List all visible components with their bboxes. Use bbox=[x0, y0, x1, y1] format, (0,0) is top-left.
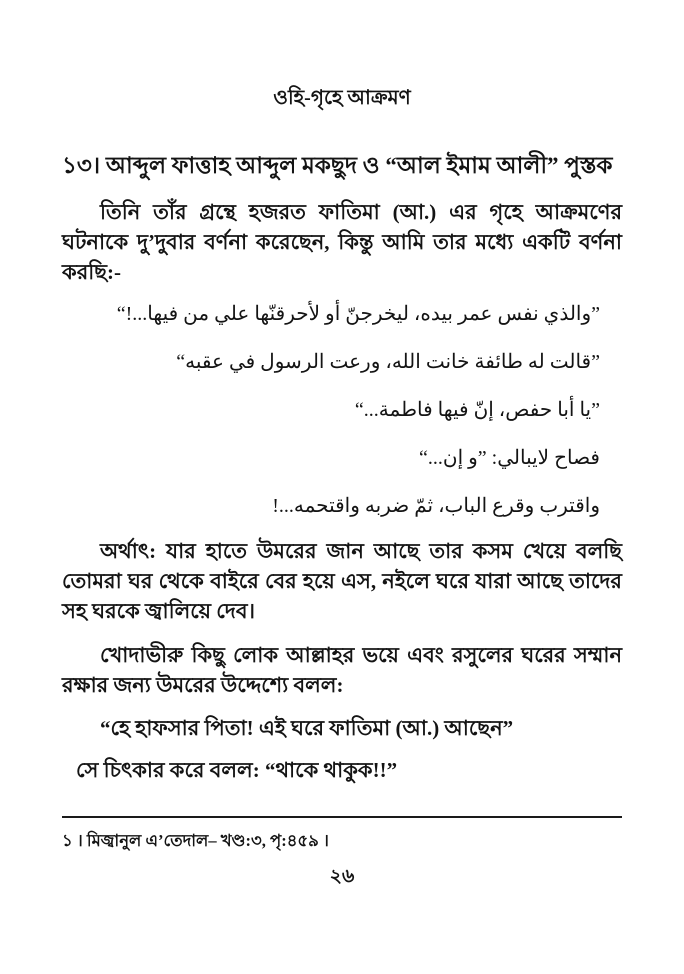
reaction-paragraph: খোদাভীরু কিছু লোক আল্লাহর ভয়ে এবং রসুলের ঘরের সম্মান রক্ষার জন্য উমরের উদ্দেশ্যে বলল: bbox=[62, 642, 622, 697]
intro-paragraph: তিনি তাঁর গ্রন্থে হজরত ফাতিমা (আ.) এর গৃহে আক্রমণের ঘটনাকে দু’দুবার বর্ণনা করেছেন, কিন্তু আমি তার মধ্যে একটি বর্ণনা করছি:- bbox=[62, 199, 622, 284]
section-heading: ১৩। আব্দুল ফাত্তাহ আব্দুল মকছুদ ও “আল ইমাম আলী” পুস্তক bbox=[62, 153, 613, 178]
people-quote-line: “হে হাফসার পিতা! এই ঘরে ফাতিমা (আ.) আছেন” bbox=[100, 716, 514, 741]
footnote-divider bbox=[62, 816, 622, 818]
page-number: ২৬ bbox=[329, 866, 355, 888]
translation-paragraph: অর্থাৎ: যার হাতে উমরের জান আছে তার কসম খেয়ে বলছি তোমরা ঘর থেকে বাইরে বের হয়ে এস, নইলে ঘরে যারা আছে তাদের সহ ঘরকে জ্বালিয়ে দেব। bbox=[62, 539, 622, 624]
umar-quote-line: সে চিৎকার করে বলল: “থাকে থাকুক!!” bbox=[76, 758, 398, 783]
footnote-text: ১ । মিজ্বানুল এ’তেদাল– খণ্ড:৩, পৃ:৪৫৯ । bbox=[62, 831, 329, 851]
arabic-quote-line-2: ”قالت له طائفة خانت الله، ورعت الرسول في عقبه“ bbox=[176, 351, 600, 374]
arabic-quote-block bbox=[62, 299, 600, 521]
arabic-quote-line-4: فصاح لايبالي: ”و إن...“ bbox=[419, 447, 600, 470]
arabic-quote-line-3: ”يا أبا حفص، إنّ فيها فاطمة...“ bbox=[354, 399, 600, 422]
arabic-quote-line-1: ”والذي نفس عمر بيده، ليخرجنّ أو لأحرقنّها علي من فيها...!“ bbox=[116, 303, 600, 326]
running-header: ওহি-গৃহে আক্রমণ bbox=[273, 87, 411, 109]
arabic-quote-line-5: واقترب وقرع الباب، ثمّ ضربه واقتحمه...! bbox=[272, 495, 600, 518]
